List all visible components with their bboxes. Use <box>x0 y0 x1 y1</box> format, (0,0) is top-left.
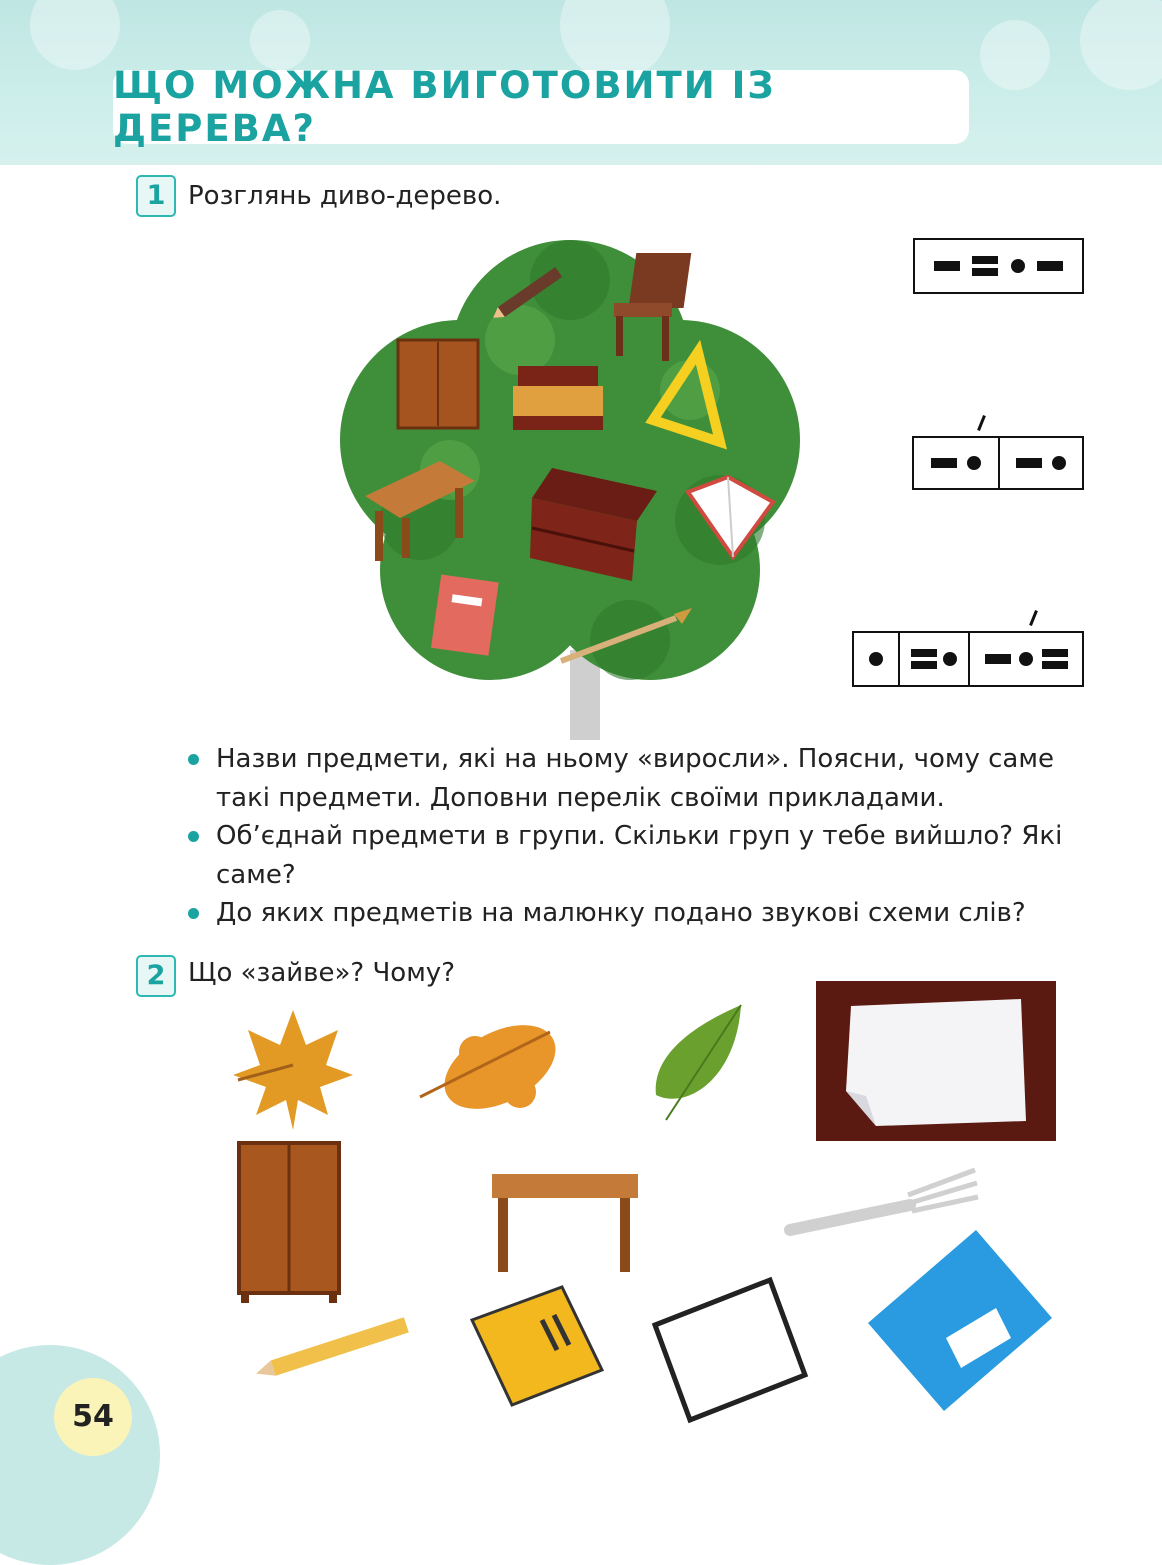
soft-consonant-mark <box>911 649 937 669</box>
scheme-cell <box>915 240 1082 292</box>
sound-scheme-2 <box>912 436 1084 490</box>
task-1-questions <box>186 740 1086 933</box>
question-text: Об’єднай предмети в групи. Скільки груп у тебе вийшло? Які саме? <box>216 821 1063 890</box>
scheme-cell <box>854 633 898 685</box>
birch-leaf-icon <box>646 1000 756 1130</box>
decor-bubble <box>1080 0 1162 90</box>
sound-scheme-3 <box>852 631 1084 687</box>
decor-bubble <box>250 10 310 70</box>
consonant-mark <box>934 261 960 271</box>
decor-bubble <box>980 20 1050 90</box>
pencil-icon <box>250 1318 420 1378</box>
maple-leaf-icon <box>228 1005 358 1135</box>
title-box <box>113 64 969 150</box>
book-icon <box>678 472 778 562</box>
soft-consonant-mark <box>972 256 998 276</box>
notebook-icon <box>428 574 500 656</box>
vowel-mark <box>869 652 883 666</box>
scheme-cell <box>968 633 1082 685</box>
task-1-text: Розглянь диво-дерево. <box>188 181 502 211</box>
paintbrush-icon <box>556 606 696 666</box>
scheme-cell <box>998 438 1082 488</box>
consonant-mark <box>1037 261 1063 271</box>
triangle-ruler-icon <box>648 350 723 445</box>
task-2-number: 2 <box>136 955 176 997</box>
vowel-mark <box>967 456 981 470</box>
bed-icon <box>508 356 608 446</box>
bullet-dot <box>188 908 199 919</box>
stress-mark <box>1029 610 1038 626</box>
wardrobe-icon <box>396 338 480 430</box>
task-2-text: Що «зайве»? Чому? <box>188 958 455 988</box>
consonant-mark <box>1016 458 1042 468</box>
page-number: 54 <box>54 1378 132 1456</box>
bullet-dot <box>188 754 199 765</box>
vowel-mark <box>1011 259 1025 273</box>
vowel-mark <box>1019 652 1033 666</box>
question-text: До яких предметів на малюнку подано звукові схеми слів? <box>216 898 1026 928</box>
sound-scheme-1 <box>913 238 1084 294</box>
chair-icon <box>602 248 697 363</box>
task-1-number: 1 <box>136 175 176 217</box>
folder-icon <box>462 1285 607 1410</box>
bullet-dot <box>188 831 199 842</box>
table-icon <box>490 1172 640 1274</box>
vowel-mark <box>943 652 957 666</box>
scheme-cell <box>914 438 998 488</box>
question-item <box>186 740 1086 817</box>
table-icon <box>360 456 478 566</box>
vowel-mark <box>1052 456 1066 470</box>
wardrobe-icon <box>236 1140 342 1305</box>
page-title: ЩО МОЖНА ВИГОТОВИТИ ІЗ ДЕРЕВА? <box>113 64 776 150</box>
consonant-mark <box>985 654 1011 664</box>
scheme-cell <box>898 633 968 685</box>
paper-sheet-icon <box>816 981 1056 1141</box>
decor-bubble <box>30 0 120 70</box>
dresser-icon <box>522 466 662 588</box>
soft-consonant-mark <box>1042 649 1068 669</box>
spiral-notebook-icon <box>650 1275 810 1425</box>
stress-mark <box>977 415 986 431</box>
exercise-book-icon <box>866 1228 1054 1413</box>
oak-leaf-icon <box>415 1012 565 1122</box>
pencil-icon <box>485 262 575 322</box>
question-item <box>186 894 1086 933</box>
page-corner-decor <box>0 1345 160 1565</box>
question-text: Назви предмети, які на ньому «виросли». Поясни, чому саме такі предмети. Доповни перелік своїми прикладами. <box>216 744 1054 813</box>
question-item <box>186 817 1086 894</box>
consonant-mark <box>931 458 957 468</box>
